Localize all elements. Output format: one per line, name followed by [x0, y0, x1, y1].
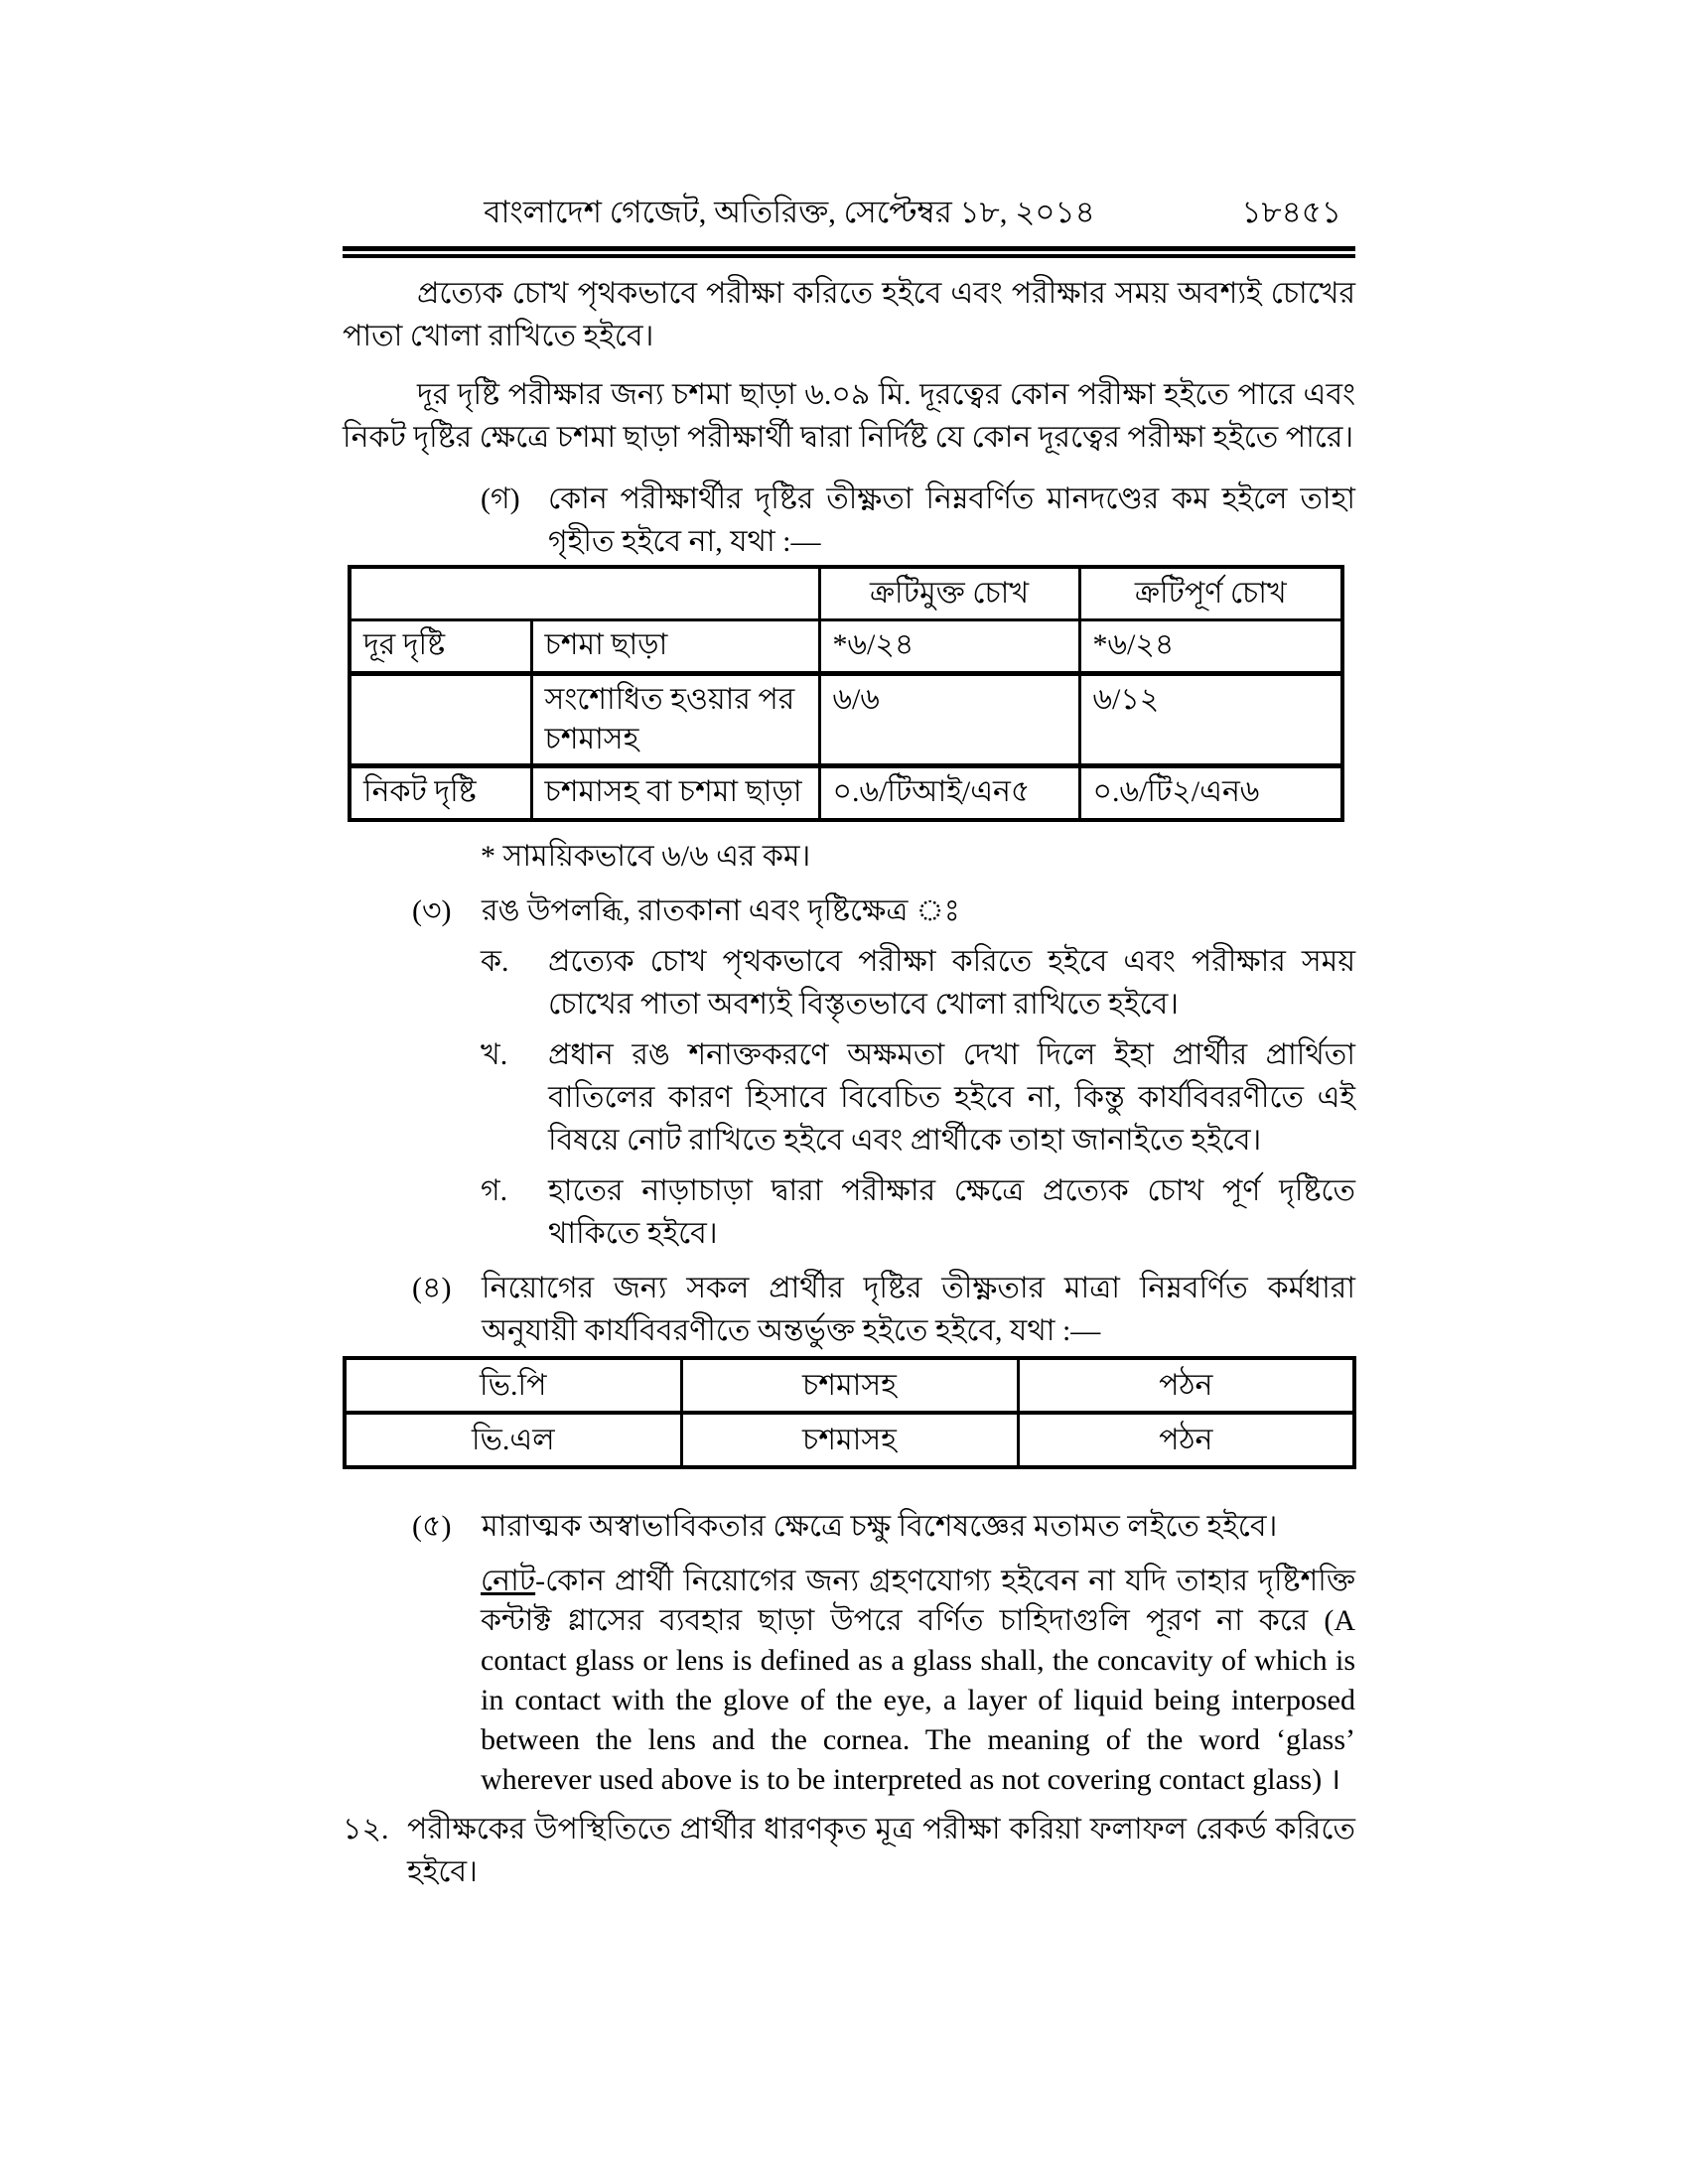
vision-standards-table [348, 565, 1344, 822]
item-ga-label: (গ) [481, 482, 520, 515]
item-5-text: মারাত্মক অস্বাভাবিকতার ক্ষেত্রে চক্ষু বিশেষজ্ঞের মতামত লইতে হইবে। [482, 1510, 1278, 1543]
sub-item-ka-label: ক. [481, 945, 509, 978]
sub-item-ga [481, 1169, 1355, 1255]
table1-cell: ০.৬/টিআই/এন৫ [819, 766, 1079, 821]
item-12-label: ১২. [343, 1813, 389, 1845]
table2-cell: ভি.পি [345, 1358, 681, 1413]
item-4-text: নিয়োগের জন্য সকল প্রার্থীর দৃষ্টির তীক্ষ্ণতার মাত্রা নিম্নবর্ণিত কর্মধারা অনুযায়ী কার্যবিবরণীতে অন্তর্ভুক্ত হইতে হইবে, যথা :— [482, 1272, 1355, 1347]
note-text-english: (A contact glass or lens is defined as a glass shall, the concavity of which is in contact with the glove of the eye, a layer of liquid being interposed between the lens and the cornea. The meaning of the word ‘glass’ wherever used above is to be interpreted as not covering contact glass) [481, 1604, 1355, 1796]
sub-item-kha [481, 1033, 1355, 1161]
table1-row-near-vision [350, 766, 1342, 821]
table1-cell: সংশোধিত হওয়ার পর চশমাসহ [531, 674, 819, 766]
header-rule [343, 246, 1355, 258]
table1-row-distance-vision [350, 620, 1342, 674]
page-number: ১৮৪৫১ [1241, 195, 1341, 229]
gazette-title: বাংলাদেশ গেজেট, অতিরিক্ত, সেপ্টেম্বর ১৮, ২০১৪ [484, 195, 1095, 229]
sub-item-kha-label: খ. [481, 1038, 508, 1071]
table2-cell: চশমাসহ [681, 1358, 1018, 1413]
item-3-label: (৩) [412, 894, 452, 927]
table2-row-vp [345, 1358, 1354, 1413]
table2-cell: চশমাসহ [681, 1413, 1018, 1467]
paragraph-distance-vision: দূর দৃষ্টি পরীক্ষার জন্য চশমা ছাড়া ৬.০৯ মি. দূরত্বের কোন পরীক্ষা হইতে পারে এবং নিকট দৃষ্টির ক্ষেত্রে চশমা ছাড়া পরীক্ষার্থী দ্বারা নির্দিষ্ট যে কোন দূরত্বের পরীক্ষা হইতে পারে। [343, 378, 1355, 454]
page-header [343, 0, 1355, 234]
table1-cell: চশমা ছাড়া [531, 620, 819, 674]
recording-method-table [343, 1356, 1356, 1469]
sub-item-ka [481, 940, 1355, 1025]
table2-cell: পঠন [1018, 1413, 1354, 1467]
item-4 [412, 1267, 1355, 1352]
table1-cell: ৬/৬ [819, 674, 1079, 766]
paragraph-eye-exam: প্রত্যেক চোখ পৃথকভাবে পরীক্ষা করিতে হইবে এবং পরীক্ষার সময় অবশ্যই চোখের পাতা খোলা রাখিতে হইবে। [343, 277, 1355, 352]
note-terminator: । [1322, 1763, 1341, 1796]
table1-header-defective-eye: ক্রটিপূর্ণ চোখ [1079, 567, 1342, 620]
table1-cell: ৬/১২ [1079, 674, 1342, 766]
table2-cell: ভি.এল [345, 1413, 681, 1467]
table1-cell: চশমাসহ বা চশমা ছাড়া [531, 766, 819, 821]
item-5 [412, 1505, 1355, 1548]
sub-item-ga-label: গ. [481, 1174, 508, 1207]
table1-cell: *৬/২৪ [1079, 620, 1342, 674]
sub-item-kha-text: প্রধান রঙ শনাক্তকরণে অক্ষমতা দেখা দিলে ইহা প্রার্থীর প্রার্থিতা বাতিলের কারণ হিসাবে বিবেচিত হইবে না, কিন্তু কার্যবিবরণীতে এই বিষয়ে নোট রাখিতে হইবে এবং প্রার্থীকে তাহা জানাইতে হইবে। [548, 1038, 1355, 1157]
page-content [343, 0, 1355, 1893]
table-footnote: * সাময়িকভাবে ৬/৬ এর কম। [481, 840, 811, 873]
note-label: নোট [481, 1565, 536, 1597]
item-3 [412, 889, 1355, 932]
table1-cell: দূর দৃষ্টি [350, 620, 531, 674]
table1-header-defect-free-eye: ক্রটিমুক্ত চোখ [819, 567, 1079, 620]
item-ga [481, 478, 1355, 563]
item-12-text: পরীক্ষকের উপস্থিতিতে প্রার্থীর ধারণকৃত মূত্র পরীক্ষা করিয়া ফলাফল রেকর্ড করিতে হইবে। [407, 1813, 1355, 1888]
note-paragraph [481, 1562, 1355, 1800]
item-12 [343, 1808, 1355, 1893]
table1-empty-header-cell [350, 567, 819, 620]
table1-cell: নিকট দৃষ্টি [350, 766, 531, 821]
table1-cell: *৬/২৪ [819, 620, 1079, 674]
item-ga-text: কোন পরীক্ষার্থীর দৃষ্টির তীক্ষ্ণতা নিম্নবর্ণিত মানদণ্ডের কম হইলে তাহা গৃহীত হইবে না, যথা :— [548, 482, 1355, 558]
note-text-bengali: -কোন প্রার্থী নিয়োগের জন্য গ্রহণযোগ্য হইবেন না যদি তাহার দৃষ্টিশক্তি কন্টাক্ট গ্লাসের ব্যবহার ছাড়া উপরে বর্ণিত চাহিদাগুলি পূরণ না করে [481, 1565, 1355, 1637]
item-4-label: (৪) [412, 1272, 452, 1304]
table1-cell: ০.৬/টি২/এন৬ [1079, 766, 1342, 821]
sub-item-ga-text: হাতের নাড়াচাড়া দ্বারা পরীক্ষার ক্ষেত্রে প্রত্যেক চোখ পূর্ণ দৃষ্টিতে থাকিতে হইবে। [548, 1174, 1355, 1250]
item-5-label: (৫) [412, 1510, 452, 1543]
table1-header-row [350, 567, 1342, 620]
item-3-text: রঙ উপলব্ধি, রাতকানা এবং দৃষ্টিক্ষেত্র ঃ [482, 894, 960, 927]
table2-row-vl [345, 1413, 1354, 1467]
sub-item-ka-text: প্রত্যেক চোখ পৃথকভাবে পরীক্ষা করিতে হইবে এবং পরীক্ষার সময় চোখের পাতা অবশ্যই বিস্তৃতভাবে খোলা রাখিতে হইবে। [548, 945, 1355, 1021]
table2-cell: পঠন [1018, 1358, 1354, 1413]
table1-row-corrected [350, 674, 1342, 766]
table1-cell [350, 674, 531, 766]
